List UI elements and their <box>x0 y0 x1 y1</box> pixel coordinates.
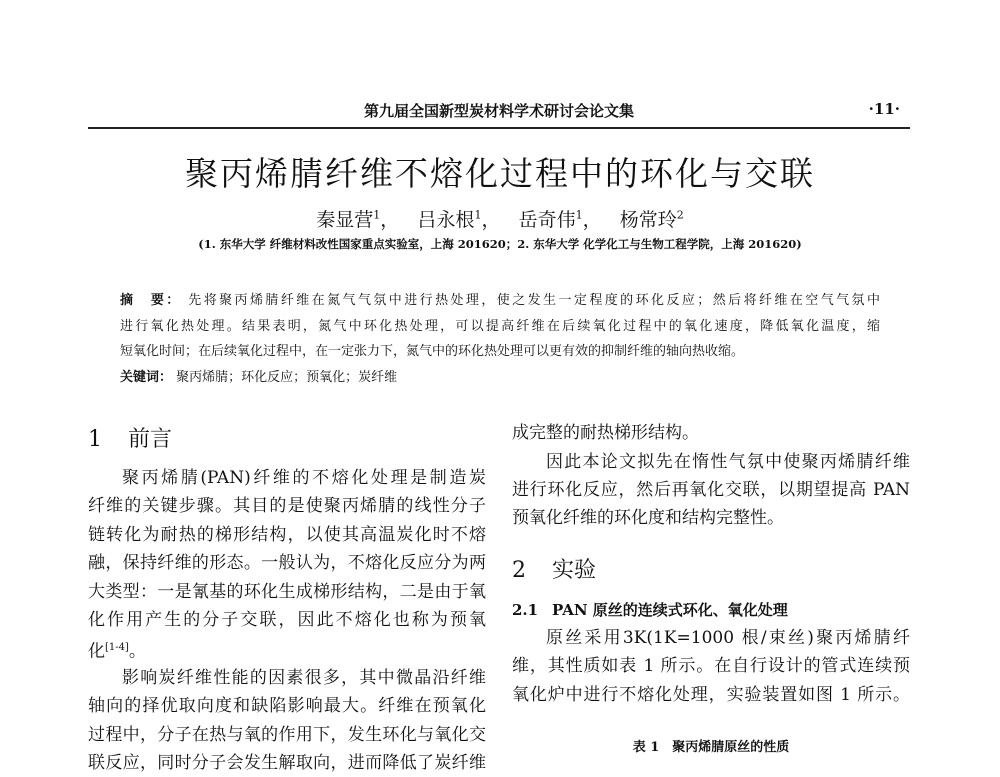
table-caption: 表 1 聚丙烯腈原丝的性质 <box>632 740 790 755</box>
author-affiliation-mark: 1 <box>373 208 381 222</box>
body-line: 维，其性质如表 1 所示。在自行设计的管式连续预 <box>512 656 910 676</box>
section-number: 2 <box>512 558 526 583</box>
subsection-number: 2.1 <box>512 601 539 619</box>
author-affiliation-mark: 1 <box>575 208 583 222</box>
section-title: 实验 <box>552 558 597 583</box>
body-line: 氧化炉中进行不熔化处理，实验装置如图 1 所示。 <box>512 685 910 705</box>
running-header <box>88 100 910 124</box>
section-number: 1 <box>88 427 102 452</box>
body-line: 纤维的关键步骤。其目的是使聚丙烯腈的线性分子 <box>88 496 486 516</box>
author-name: 吕永根 <box>417 209 475 231</box>
affiliations: (1. 东华大学 纤维材料改性国家重点实验室，上海 201620；2. 东华大学 化学化工与生物工程学院，上海 201620) <box>198 237 802 251</box>
author-name: 岳奇伟 <box>518 209 576 231</box>
body-line: 聚丙烯腈(PAN)纤维的不熔化处理是制造炭 <box>122 468 486 488</box>
body-line: 预氧化纤维的环化度和结构完整性。 <box>512 508 784 528</box>
body-text: 。 <box>128 641 146 662</box>
body-line: 大类型：一是氰基的环化生成梯形结构，二是由于氧 <box>88 582 486 602</box>
body-line: 进行环化反应，然后再氧化交联，以期望提高 PAN <box>512 480 910 500</box>
paper-title: 聚丙烯腈纤维不熔化过程中的环化与交联 <box>185 154 815 193</box>
body-text: 化 <box>88 641 105 662</box>
author-name: 杨常玲 <box>619 209 677 231</box>
abstract-line <box>120 291 880 311</box>
body-line: 原丝采用3K(1K=1000 根/束丝)聚丙烯腈纤 <box>546 628 910 648</box>
section-title: 前言 <box>128 427 173 452</box>
header-rule <box>88 127 910 129</box>
proceedings-title: 第九届全国新型炭材料学术研讨会论文集 <box>363 102 634 120</box>
abstract-label: 摘 要： <box>120 293 182 308</box>
body-line <box>88 634 486 662</box>
abstract-line: 短氧化时间；在后续氧化过程中，在一定张力下，氮气中的环化热处理可以更有效的抑制纤维的轴向热收缩。 <box>120 344 745 359</box>
subsection-heading <box>512 599 910 620</box>
subsection-title: PAN 原丝的连续式环化、氧化处理 <box>552 601 788 619</box>
page-number: ·11· <box>868 100 900 118</box>
section-heading <box>512 553 910 584</box>
abstract-line: 进行氧化热处理。结果表明，氮气中环化热处理，可以提高纤维在后续氧化过程中的氧化速度，降低氧化温度，缩 <box>120 319 880 334</box>
section-heading <box>88 422 486 453</box>
body-line: 融，保持纤维的形态。一般认为，不熔化反应分为两 <box>88 553 486 573</box>
body-line: 联反应，同时分子会发生解取向，进而降低了炭纤维 <box>88 753 486 773</box>
author-affiliation-mark: 1 <box>474 208 482 222</box>
keywords-label: 关键词： <box>120 370 173 385</box>
abstract-text: 先将聚丙烯腈纤维在氮气气氛中进行热处理，使之发生一定程度的环化反应；然后将纤维在空气气氛中 <box>188 293 880 308</box>
author-list: 秦显营$^1$， 吕永根$^1$， 岳奇伟$^1$， 杨常玲$^2$ <box>316 208 684 231</box>
body-line: 过程中，分子在热与氧的作用下，发生环化与氧化交 <box>88 725 486 745</box>
keywords-line <box>120 368 880 388</box>
body-line: 因此本论文拟先在惰性气氛中使聚丙烯腈纤维 <box>546 452 910 472</box>
author-affiliation-mark: 2 <box>676 208 684 222</box>
body-line: 成完整的耐热梯形结构。 <box>512 423 699 443</box>
body-line: 轴向的择优取向度和缺陷影响最大。纤维在预氧化 <box>88 696 486 716</box>
citation: [1-4] <box>105 642 129 653</box>
author-name: 秦显营 <box>316 209 374 231</box>
body-line: 链转化为耐热的梯形结构，以使其高温炭化时不熔 <box>88 525 486 545</box>
author <box>316 209 380 231</box>
author <box>519 209 583 231</box>
author <box>417 209 481 231</box>
keywords: 聚丙烯腈；环化反应；预氧化；炭纤维 <box>176 370 398 385</box>
body-line: 影响炭纤维性能的因素很多，其中微晶沿纤维 <box>122 668 486 688</box>
author <box>620 209 684 231</box>
body-line: 化作用产生的分子交联，因此不熔化也称为预氧 <box>88 610 486 630</box>
